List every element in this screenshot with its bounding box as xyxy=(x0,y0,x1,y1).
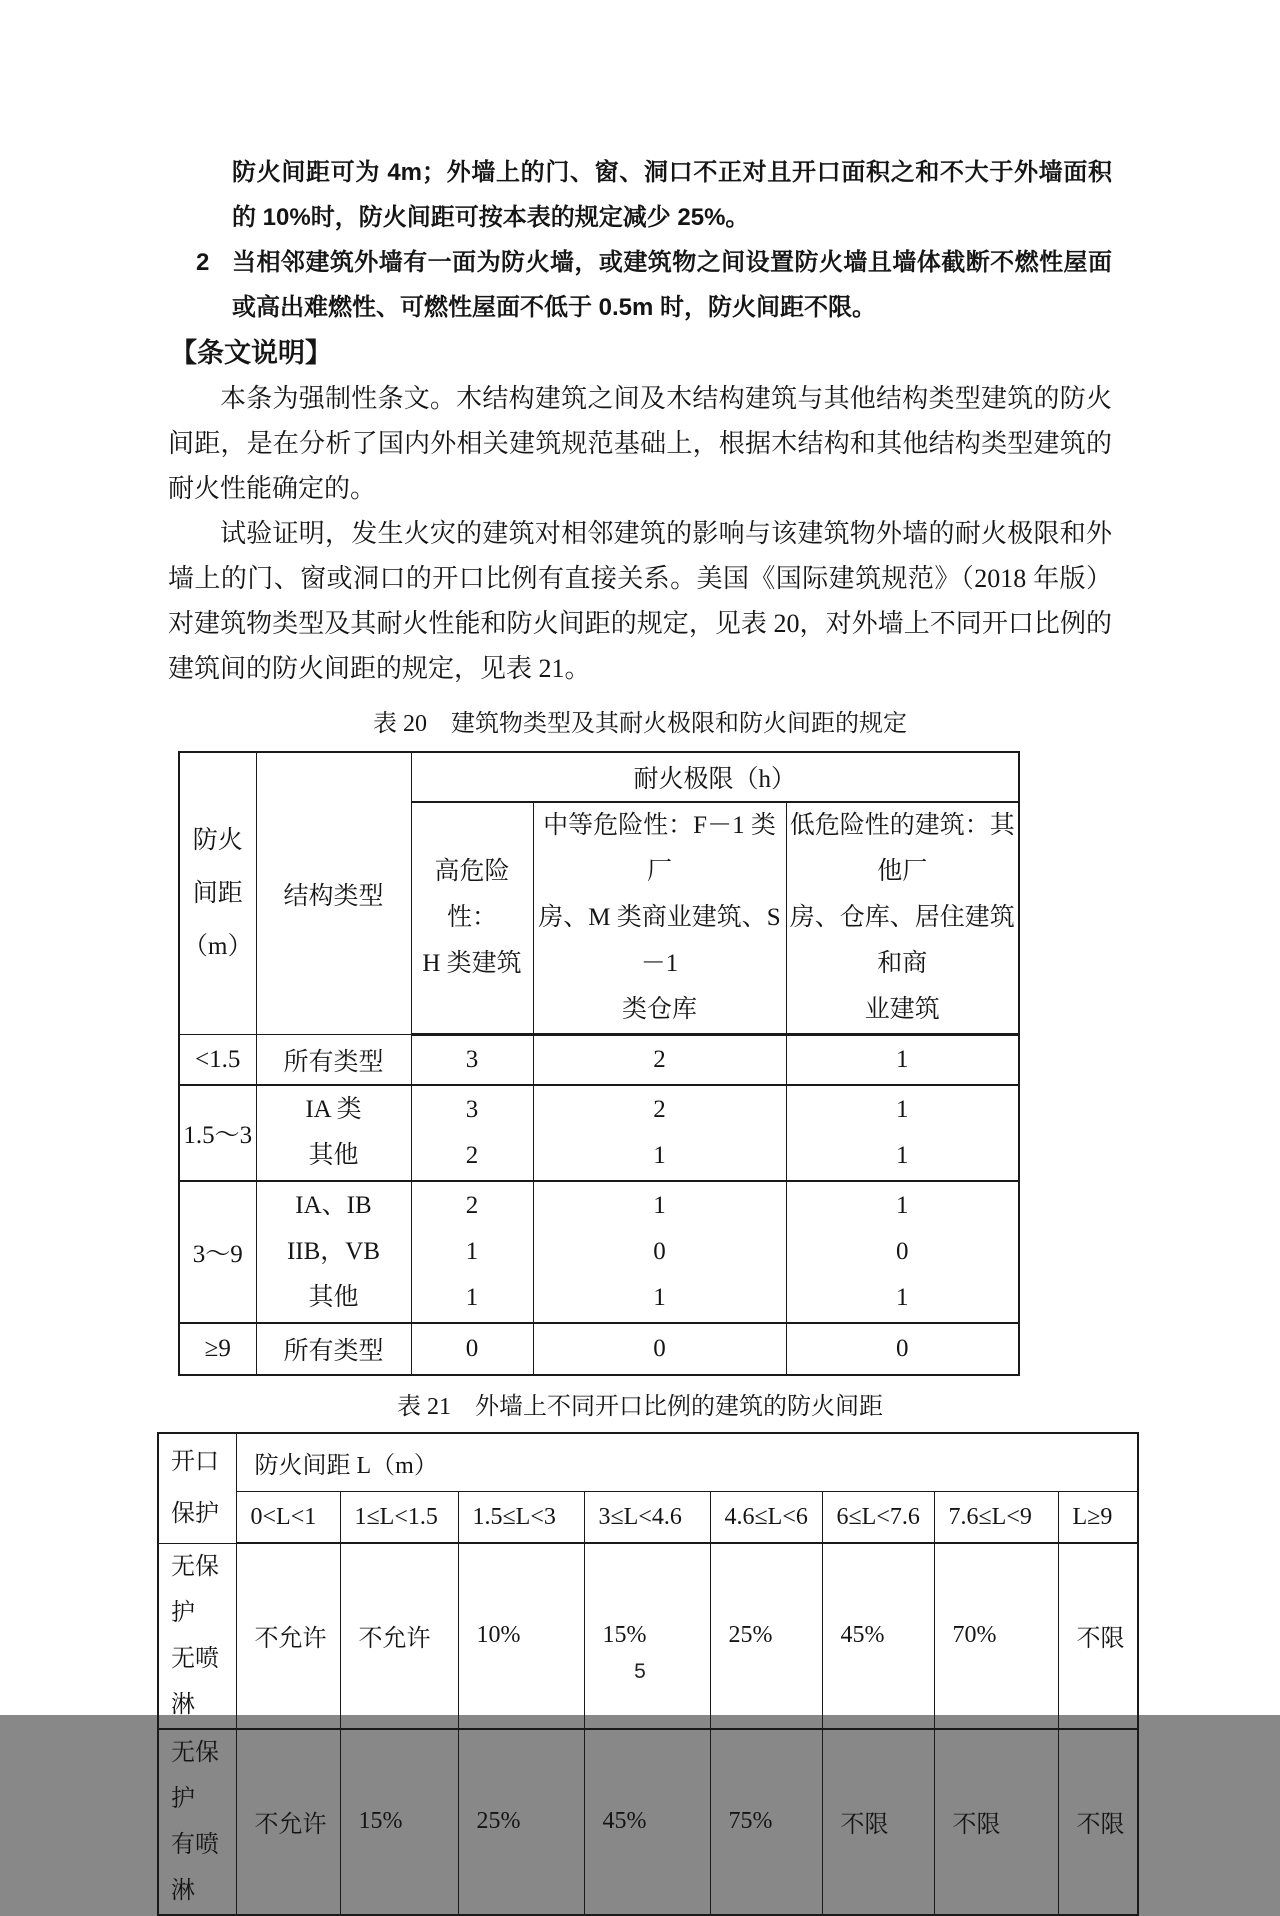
t21-range-cell: 1.5≤L<3 xyxy=(458,1492,584,1544)
cell-line: 1 xyxy=(653,1142,666,1169)
t21-value-cell: 不允许 xyxy=(236,1729,340,1915)
page-number: 5 xyxy=(634,1660,646,1683)
t20-value-cell: 0 xyxy=(411,1323,533,1375)
t21-row-label xyxy=(158,1543,236,1729)
t21-value-cell: 75% xyxy=(710,1729,822,1915)
table-row xyxy=(158,1492,1138,1544)
t20-structure-cell: 所有类型 xyxy=(256,1323,411,1375)
t20-subheader-medium xyxy=(533,802,786,1035)
t21-value-cell: 不限 xyxy=(1058,1543,1138,1729)
t21-value-cell: 25% xyxy=(710,1543,822,1729)
cell-line: 1 xyxy=(653,1284,666,1311)
t21-value-cell: 10% xyxy=(458,1543,584,1729)
t20-value-cell xyxy=(786,1085,1019,1181)
t20-distance-cell: 1.5～3 xyxy=(179,1085,256,1181)
t21-value-cell: 45% xyxy=(584,1729,710,1915)
cell-line: 房、仓库、居住建筑和商 xyxy=(789,904,1015,977)
cell-line: H 类建筑 xyxy=(422,950,522,977)
cell-line: IIB，VB xyxy=(286,1238,381,1265)
t21-value-cell: 45% xyxy=(822,1543,934,1729)
cell-line: 开口 xyxy=(171,1449,219,1476)
t20-value-cell: 2 xyxy=(533,1035,786,1086)
cell-line: （m） xyxy=(183,933,253,960)
cell-line: 无保护 xyxy=(171,1739,219,1812)
cell-line: 无喷淋 xyxy=(171,1645,219,1718)
cell-line: 3 xyxy=(465,1096,479,1123)
cell-line: 1 xyxy=(896,1192,909,1219)
cell-line: 1 xyxy=(896,1284,909,1311)
cell-line: 中等危险性：F－1 类厂 xyxy=(543,812,776,885)
provision-item-2 xyxy=(168,240,1112,330)
provision-block xyxy=(168,150,1112,330)
table-row xyxy=(158,1729,1138,1915)
cell-line: 类仓库 xyxy=(621,996,697,1023)
cell-line: 业建筑 xyxy=(864,996,940,1023)
item2-text: 当相邻建筑外墙有一面为防火墙，或建筑物之间设置防火墙且墙体截断不燃性屋面或高出难燃性、可燃性屋面不低于 0.5m 时，防火间距不限。 xyxy=(232,249,1112,321)
table21-caption: 表 21 外墙上不同开口比例的建筑的防火间距 xyxy=(397,1394,883,1420)
cell-line: 无保护 xyxy=(171,1553,219,1626)
t21-value-cell: 25% xyxy=(458,1729,584,1915)
cell-line: 2 xyxy=(653,1096,666,1123)
t21-value-cell: 15% xyxy=(584,1543,710,1729)
cell-line: 1 xyxy=(465,1238,479,1265)
t21-value-cell: 不允许 xyxy=(236,1543,340,1729)
cell-line: 其他 xyxy=(308,1142,359,1169)
cell-line: 低危险性的建筑：其他厂 xyxy=(789,812,1015,885)
t21-range-cell: 7.6≤L<9 xyxy=(934,1492,1058,1544)
t21-range-cell: 4.6≤L<6 xyxy=(710,1492,822,1544)
cell-line: 0 xyxy=(896,1238,909,1265)
t21-range-cell: 0<L<1 xyxy=(236,1492,340,1544)
t21-value-cell: 不限 xyxy=(1058,1729,1138,1915)
t20-structure-cell xyxy=(256,1085,411,1181)
t20-header-structure: 结构类型 xyxy=(256,752,411,1035)
explanation-heading: 【条文说明】 xyxy=(170,338,332,368)
t21-range-cell: 6≤L<7.6 xyxy=(822,1492,934,1544)
t21-corner-cell xyxy=(158,1433,236,1543)
t21-value-cell: 15% xyxy=(340,1729,458,1915)
explanation-paragraph-1: 本条为强制性条文。木结构建筑之间及木结构建筑与其他结构类型建筑的防火间距，是在分析了国内外相关建筑规范基础上，根据木结构和其他结构类型建筑的耐火性能确定的。 xyxy=(168,384,1112,503)
t20-header-fire-limit: 耐火极限（h） xyxy=(411,752,1019,802)
t21-range-cell: 3≤L<4.6 xyxy=(584,1492,710,1544)
table20-caption: 表 20 建筑物类型及其耐火极限和防火间距的规定 xyxy=(373,711,907,737)
cell-line: 2 xyxy=(465,1142,479,1169)
t20-value-cell xyxy=(411,1181,533,1323)
t21-value-cell: 不限 xyxy=(934,1729,1058,1915)
t20-structure-cell: 所有类型 xyxy=(256,1035,411,1086)
cell-line: 1 xyxy=(653,1192,666,1219)
cell-line: 2 xyxy=(465,1192,479,1219)
cell-line: 防火 xyxy=(192,827,243,854)
t21-range-cell: 1≤L<1.5 xyxy=(340,1492,458,1544)
t21-header-distance: 防火间距 L（m） xyxy=(236,1433,1138,1492)
t20-subheader-low xyxy=(786,802,1019,1035)
cell-line: 有喷淋 xyxy=(171,1831,219,1904)
t20-distance-cell: 3～9 xyxy=(179,1181,256,1323)
cell-line: 1 xyxy=(465,1284,479,1311)
t20-distance-cell: ≥9 xyxy=(179,1323,256,1375)
t20-header-distance xyxy=(179,752,256,1035)
cell-line: IA 类 xyxy=(305,1096,362,1123)
explanation-paragraph-2: 试验证明，发生火灾的建筑对相邻建筑的影响与该建筑物外墙的耐火极限和外墙上的门、窗或洞口的开口比例有直接关系。美国《国际建筑规范》（2018 年版）对建筑物类型及其耐火性能和防火间距的规定，见表 20，对外墙上不同开口比例的建筑间的防火间距的规定，见表 21。 xyxy=(168,519,1112,683)
table-row xyxy=(179,1323,1019,1375)
table-21 xyxy=(157,1432,1139,1916)
t20-distance-cell: <1.5 xyxy=(179,1035,256,1086)
t20-value-cell: 0 xyxy=(533,1323,786,1375)
t20-value-cell: 3 xyxy=(411,1035,533,1086)
cell-line: 其他 xyxy=(308,1284,359,1311)
table-row xyxy=(179,1035,1019,1086)
t20-structure-cell xyxy=(256,1181,411,1323)
t20-value-cell: 1 xyxy=(786,1035,1019,1086)
cell-line: 房、M 类商业建筑、S－1 xyxy=(538,904,781,977)
table-row xyxy=(179,1181,1019,1323)
t20-value-cell: 0 xyxy=(786,1323,1019,1375)
t20-subheader-high xyxy=(411,802,533,1035)
cell-line: IA、IB xyxy=(295,1192,372,1219)
cell-line: 0 xyxy=(653,1238,666,1265)
cell-line: 高危险性： xyxy=(434,858,510,931)
t21-value-cell: 70% xyxy=(934,1543,1058,1729)
cell-line: 保护 xyxy=(171,1501,219,1528)
t20-value-cell xyxy=(786,1181,1019,1323)
t21-value-cell: 不限 xyxy=(822,1729,934,1915)
cell-line: 间距 xyxy=(192,880,243,907)
t20-value-cell xyxy=(533,1085,786,1181)
t21-range-cell: L≥9 xyxy=(1058,1492,1138,1544)
cell-line: 1 xyxy=(896,1142,909,1169)
t20-value-cell xyxy=(411,1085,533,1181)
t21-value-cell: 不允许 xyxy=(340,1543,458,1729)
table-20 xyxy=(178,751,1020,1376)
t21-row-label xyxy=(158,1729,236,1915)
table-row xyxy=(179,1085,1019,1181)
t20-value-cell xyxy=(533,1181,786,1323)
item1-continuation-paragraph: 防火间距可为 4m；外墙上的门、窗、洞口不正对且开口面积之和不大于外墙面积的 10%时，防火间距可按本表的规定减少 25%。 xyxy=(232,159,1112,231)
cell-line: 1 xyxy=(896,1096,909,1123)
table-row xyxy=(158,1543,1138,1729)
item-number: 2 xyxy=(196,249,210,276)
